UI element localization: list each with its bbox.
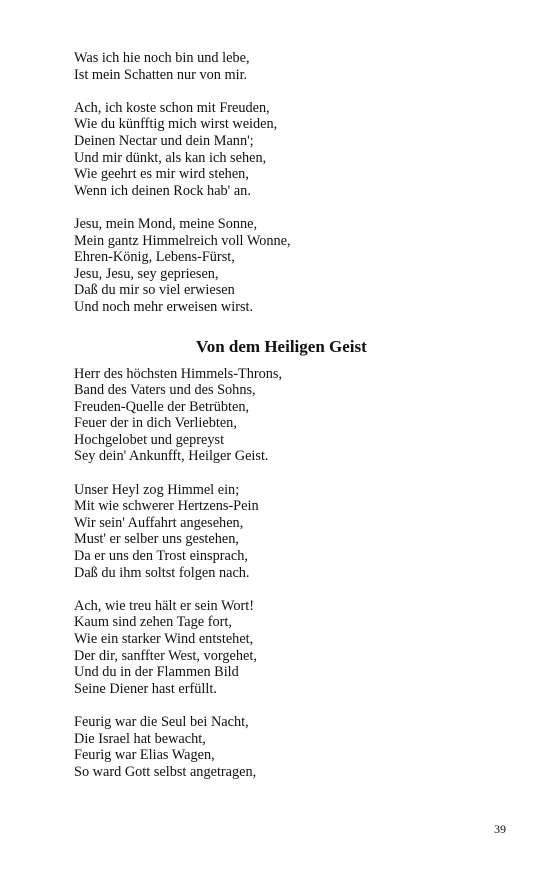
verse-line: Ist mein Schatten nur von mir. xyxy=(74,66,248,83)
verse-line: Da er uns den Trost einsprach, xyxy=(74,548,248,565)
verse-line: Daß du mir so viel erwiesen xyxy=(74,282,235,299)
verse-line: Feurig war die Seul bei Nacht, xyxy=(74,713,249,730)
poem-section-after xyxy=(74,366,474,781)
section-heading: Von dem Heiligen Geist xyxy=(196,336,367,356)
stanza xyxy=(74,366,474,466)
verse-line: Jesu, mein Mond, meine Sonne, xyxy=(74,215,258,232)
stanza xyxy=(74,50,474,83)
verse-line: Und mir dünkt, als kan ich sehen, xyxy=(74,149,267,166)
stanza xyxy=(74,216,474,316)
verse-line: Ehren-König, Lebens-Fürst, xyxy=(74,249,235,266)
verse-line: Die Israel hat bewacht, xyxy=(74,730,206,747)
verse-line: Wie ein starker Wind entstehet, xyxy=(74,631,254,647)
verse-line: Jesu, Jesu, sey gepriesen, xyxy=(74,265,219,282)
verse-line: Was ich hie noch bin und lebe, xyxy=(74,50,250,66)
stanza xyxy=(74,100,474,200)
poem-section-before xyxy=(74,50,474,316)
verse-line: Daß du ihm soltst folgen nach. xyxy=(74,564,250,581)
verse-line: Der dir, sanffter West, vorgehet, xyxy=(74,647,257,664)
verse-line: Deinen Nectar und dein Mann'; xyxy=(74,132,254,149)
verse-line: Freuden-Quelle der Betrübten, xyxy=(74,398,250,415)
verse-line: Ach, ich koste schon mit Freuden, xyxy=(74,99,270,116)
verse-line: Band des Vaters und des Sohns, xyxy=(74,382,256,399)
stanza xyxy=(74,482,474,582)
verse-line: Seine Diener hast erfüllt. xyxy=(74,680,217,697)
verse-line: Unser Heyl zog Himmel ein; xyxy=(74,481,240,498)
verse-line: Wie du künfftig mich wirst weiden, xyxy=(74,116,278,133)
verse-line: Feurig war Elias Wagen, xyxy=(74,747,215,764)
verse-line: Und du in der Flammen Bild xyxy=(74,664,239,681)
verse-line: Herr des höchsten Himmels-Throns, xyxy=(74,365,283,382)
verse-line: Wir sein' Auffahrt angesehen, xyxy=(74,514,244,531)
verse-line: Ach, wie treu hält er sein Wort! xyxy=(74,597,255,614)
verse-line: Mit wie schwerer Hertzens-Pein xyxy=(74,498,259,515)
verse-line: Hochgelobet und gepreyst xyxy=(74,431,225,448)
verse-line: Wenn ich deinen Rock hab' an. xyxy=(74,182,251,199)
verse-line: Und noch mehr erweisen wirst. xyxy=(74,298,254,315)
verse-line: Feuer der in dich Verliebten, xyxy=(74,415,237,432)
verse-line: So ward Gott selbst angetragen, xyxy=(74,763,257,780)
stanza xyxy=(74,598,474,698)
stanza xyxy=(74,714,474,780)
verse-line: Wie geehrt es mir wird stehen, xyxy=(74,166,249,183)
poem-body xyxy=(74,50,474,797)
verse-line: Kaum sind zehen Tage fort, xyxy=(74,614,232,631)
verse-line: Must' er selber uns gestehen, xyxy=(74,531,239,548)
page-number: 39 xyxy=(494,822,506,836)
verse-line: Mein gantz Himmelreich voll Wonne, xyxy=(74,232,291,249)
verse-line: Sey dein' Ankunfft, Heilger Geist. xyxy=(74,448,269,465)
